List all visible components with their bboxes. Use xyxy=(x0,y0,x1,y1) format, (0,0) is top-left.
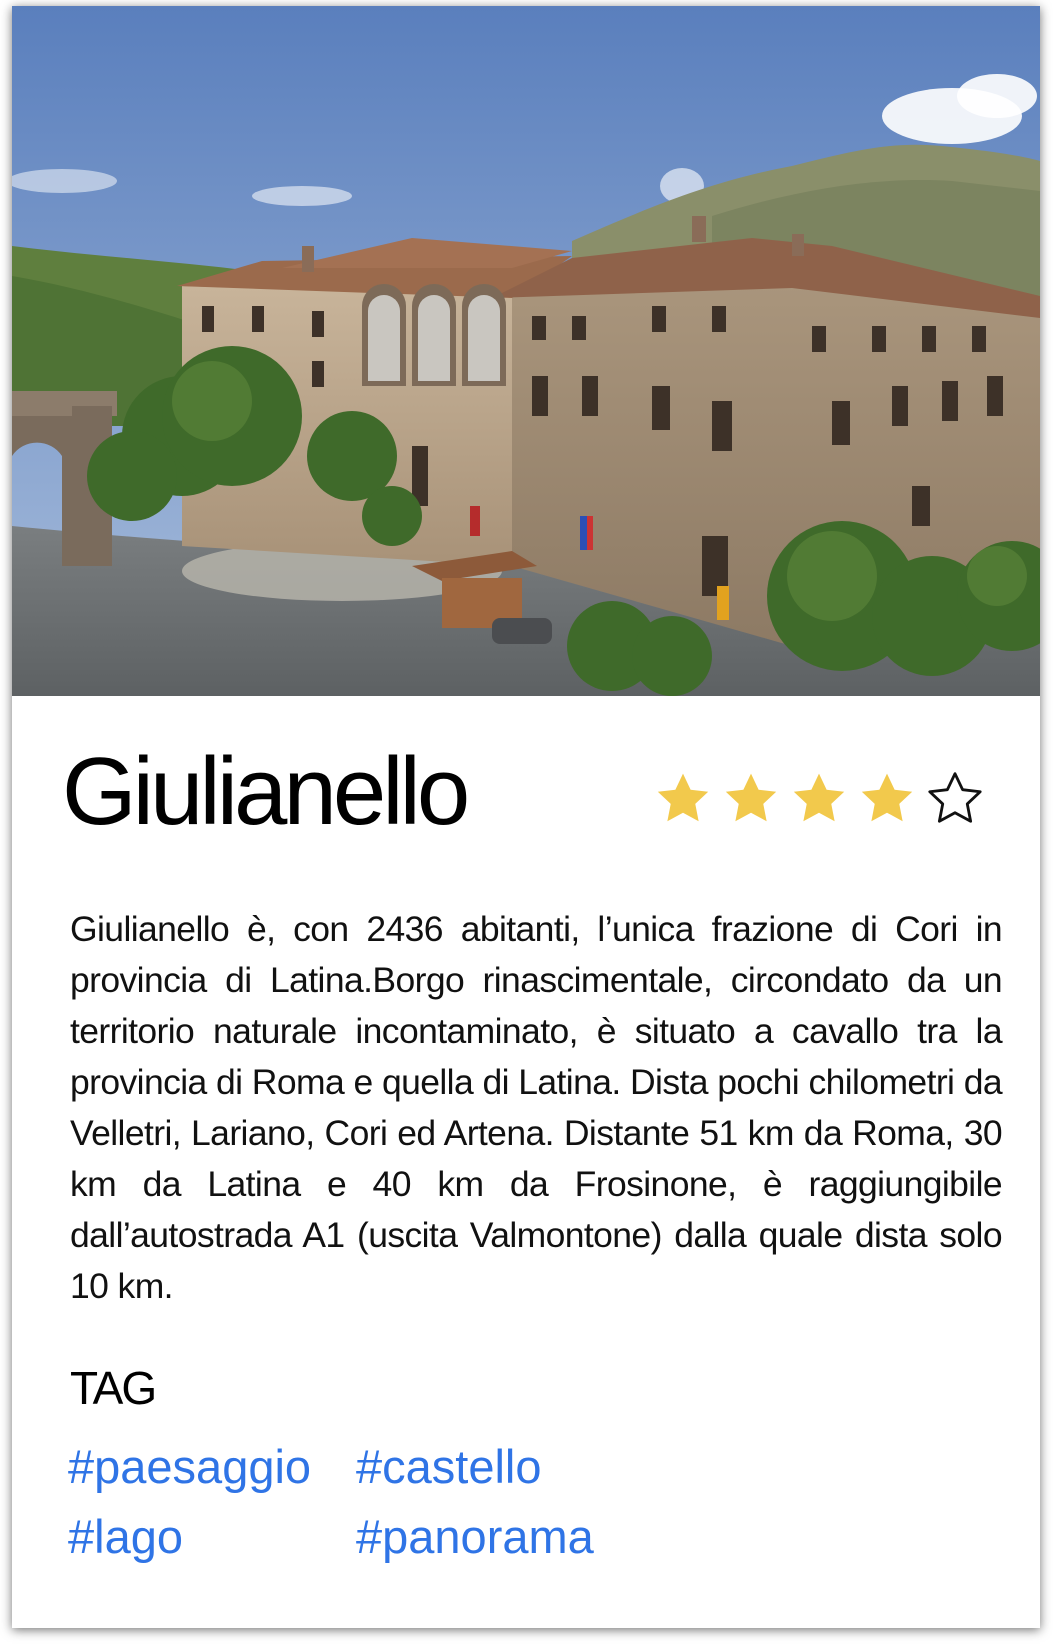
star-filled-icon[interactable] xyxy=(652,768,714,830)
tag-link[interactable]: #paesaggio xyxy=(68,1440,312,1493)
hero-photo xyxy=(12,6,1040,696)
tag-link[interactable]: #castello xyxy=(356,1440,542,1493)
tags-heading: TAG xyxy=(70,1362,156,1414)
tag-link[interactable]: #panorama xyxy=(356,1510,594,1563)
place-description: Giulianello è, con 2436 abitanti, l’unica frazione di Cori in provincia di Latina.Borgo rinascimentale, circondato da un territorio naturale incontaminato, è situato a cavallo tra la provincia di Roma e quella di Latina. Dista pochi chilometri da Velletri, Lariano, Cori ed Artena. Distante 51 km da Roma, 30 km da Latina e 40 km da Frosinone, è raggiungibile dall’autostrada A1 (uscita Valmontone) dalla quale dista solo 10 km. xyxy=(70,909,1002,1306)
star-filled-icon[interactable] xyxy=(720,768,782,830)
tags-list xyxy=(68,1438,688,1566)
tag-link[interactable]: #lago xyxy=(68,1510,183,1563)
star-outline-icon[interactable] xyxy=(924,768,986,830)
place-card xyxy=(12,6,1040,1628)
place-title: Giulianello xyxy=(62,738,467,845)
star-filled-icon[interactable] xyxy=(856,768,918,830)
star-filled-icon[interactable] xyxy=(788,768,850,830)
castle-photo-illustration xyxy=(12,6,1040,696)
star-rating[interactable] xyxy=(652,768,986,830)
